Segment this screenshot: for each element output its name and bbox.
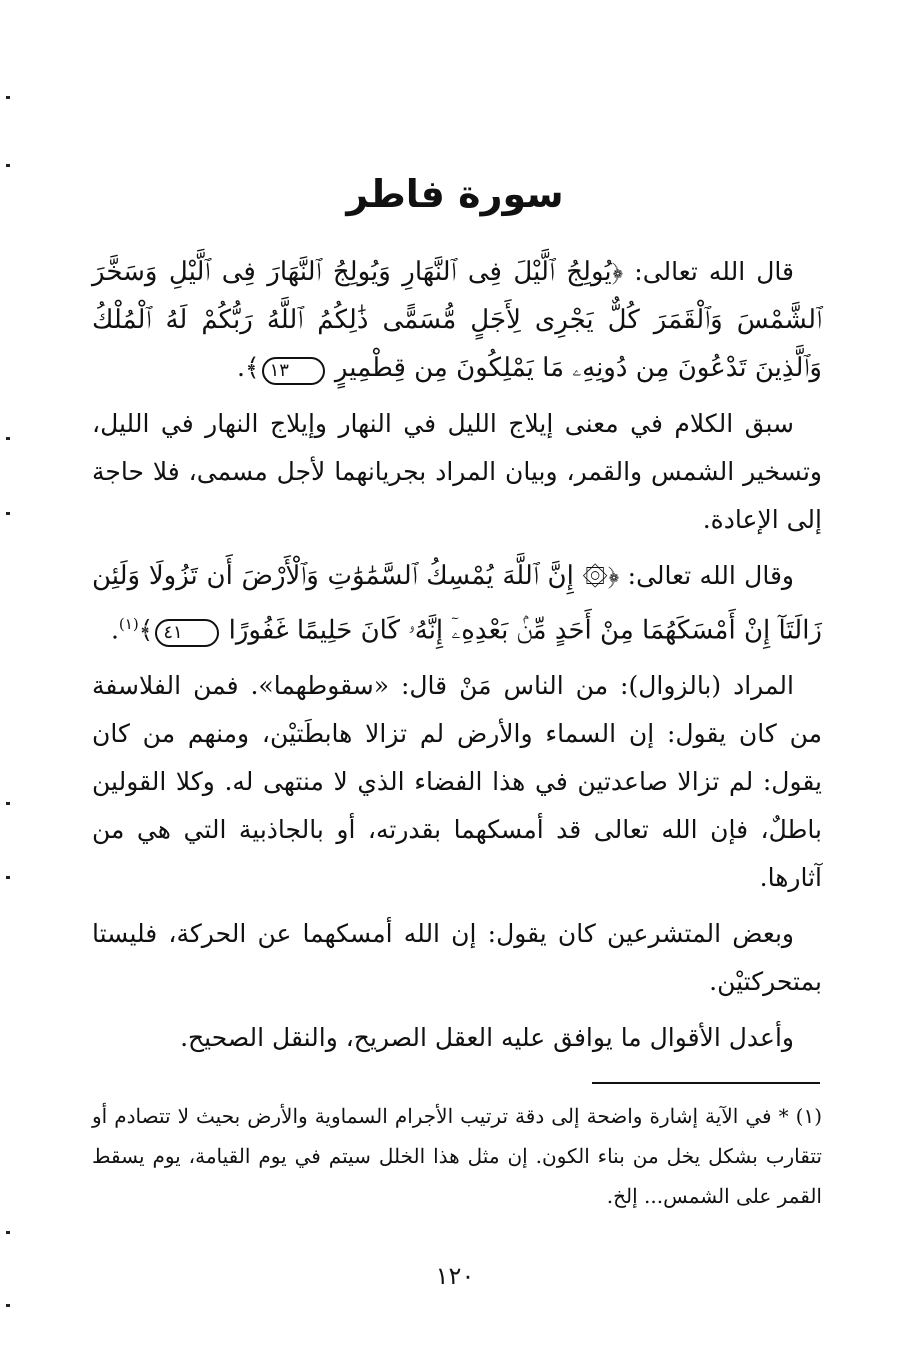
main-text bbox=[92, 248, 822, 1070]
quran-verse: ﴿يُولِجُ ٱلَّيْلَ فِى ٱلنَّهَارِ وَيُولِجُ ٱلنَّهَارَ فِى ٱلَّيْلِ وَسَخَّرَ ٱلشَّمْسَ وَٱلْقَمَرَ كُلٌّ يَجْرِى لِأَجَلٍ مُّسَمًّى ذَٰلِكُمُ ٱللَّهُ رَبُّكُمْ لَهُ ٱلْمُلْكُ وَٱلَّذِينَ تَدْعُونَ مِن دُونِهِۦ مَا يَمْلِكُونَ مِن قِطْمِيرٍ bbox=[92, 257, 822, 383]
paragraph-2: سبق الكلام في معنى إيلاج الليل في النهار وإيلاج النهار في الليل، وتسخير الشمس والقمر، وبيان المراد بجريانهما لأجل مسمى، فلا حاجة إلى الإعادة. bbox=[92, 409, 822, 534]
footnotes bbox=[92, 1096, 822, 1216]
paragraph-6: وأعدل الأقوال ما يوافق عليه العقل الصريح، والنقل الصحيح. bbox=[180, 1023, 794, 1053]
paragraph-1 bbox=[92, 248, 822, 392]
scan-speck bbox=[6, 164, 10, 167]
verse-close: ﴾ bbox=[138, 615, 154, 645]
verse-end: . bbox=[110, 615, 119, 645]
scan-speck bbox=[6, 512, 10, 515]
ayah-number: ١٣ bbox=[262, 357, 325, 385]
scan-speck bbox=[6, 437, 10, 440]
verse-intro: قال الله تعالى: bbox=[623, 257, 794, 286]
scan-speck bbox=[6, 1304, 10, 1307]
verse-intro: وقال الله تعالى: bbox=[619, 561, 794, 590]
paragraph-3 bbox=[92, 552, 822, 654]
surah-title: سورة فاطر bbox=[346, 172, 564, 216]
ayah-number: ٤١ bbox=[155, 619, 218, 647]
scan-speck bbox=[6, 802, 10, 805]
page-number: ١٢٠ bbox=[435, 1262, 475, 1290]
paragraph-4: المراد (بالزوال): من الناس مَنْ قال: «سقوطهما». فمن الفلاسفة من كان يقول: إن السماء والأرض لم تزالا هابطَتيْن، ومنهم من كان يقول: لم تزالا صاعدتين في هذا الفضاء الذي لا منتهى له. وكلا القولين باطلٌ، فإن الله تعالى قد أمسكهما بقدرته، أو بالجاذبية التي هي من آثارها. bbox=[92, 671, 822, 893]
scan-speck bbox=[6, 1231, 10, 1234]
footnote-text: * في الآية إشارة واضحة إلى دقة ترتيب الأجرام السماوية والأرض بحيث لا تتصادم أو تتقارب بشكل يخل من بناء الكون. إن مثل هذا الخلل سيتم في يوم القيامة، يوم يسقط القمر على الشمس... إلخ. bbox=[92, 1104, 822, 1208]
scan-speck bbox=[6, 876, 10, 879]
paragraph-5: وبعض المتشرعين كان يقول: إن الله أمسكهما عن الحركة، فليستا بمتحركتيْن. bbox=[92, 919, 822, 997]
verse-close: ﴾. bbox=[236, 353, 260, 382]
footnote-1 bbox=[92, 1096, 822, 1216]
scan-speck bbox=[6, 96, 10, 99]
quran-verse: ﴿۞ إِنَّ ٱللَّهَ يُمْسِكُ ٱلسَّمَٰوَٰتِ وَٱلْأَرْضَ أَن تَزُولَا وَلَئِن زَالَتَآ إِنْ أَمْسَكَهُمَا مِنْ أَحَدٍ مِّنۢ بَعْدِهِۦٓ إِنَّهُۥ كَانَ حَلِيمًا غَفُورًا bbox=[92, 561, 822, 646]
footnote-separator bbox=[592, 1082, 820, 1084]
footnote-number: (١) bbox=[795, 1104, 822, 1128]
footnote-reference[interactable]: (١) bbox=[118, 615, 139, 633]
